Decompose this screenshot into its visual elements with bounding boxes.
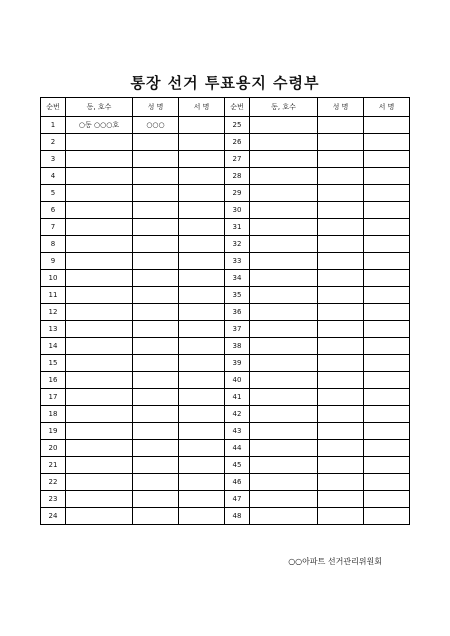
row-number-cell: 42 [225,406,250,423]
row-number-cell: 25 [225,117,250,134]
signature-cell [364,338,410,355]
unit-cell [250,168,318,185]
name-cell [133,304,179,321]
signature-cell [179,219,225,236]
signature-cell [364,168,410,185]
row-number-cell: 3 [41,151,66,168]
unit-cell [250,423,318,440]
row-number-cell: 2 [41,134,66,151]
unit-cell [250,151,318,168]
name-cell [318,270,364,287]
name-cell [133,355,179,372]
row-number-cell: 31 [225,219,250,236]
signature-cell [364,304,410,321]
name-cell [318,304,364,321]
signature-cell [179,168,225,185]
row-number-cell: 34 [225,270,250,287]
name-cell [318,423,364,440]
header-no: 순번 [225,98,250,117]
row-number-cell: 5 [41,185,66,202]
row-number-cell: 19 [41,423,66,440]
signature-cell [364,117,410,134]
unit-cell [250,508,318,525]
row-number-cell: 47 [225,491,250,508]
unit-cell [66,389,133,406]
table-row [41,185,410,202]
row-number-cell: 9 [41,253,66,270]
signature-cell [364,474,410,491]
signature-cell [364,457,410,474]
signature-cell [179,134,225,151]
table-header-row [41,98,410,117]
table-row [41,168,410,185]
header-name: 성 명 [133,98,179,117]
signature-cell [364,372,410,389]
name-cell [318,168,364,185]
unit-cell [66,355,133,372]
name-cell [133,440,179,457]
row-number-cell: 12 [41,304,66,321]
table-row [41,270,410,287]
unit-cell [66,202,133,219]
signature-cell [364,321,410,338]
signature-cell [179,508,225,525]
row-number-cell: 35 [225,287,250,304]
signature-cell [179,474,225,491]
signature-cell [179,321,225,338]
row-number-cell: 20 [41,440,66,457]
unit-cell [250,440,318,457]
header-signature: 서 명 [364,98,410,117]
unit-cell [250,338,318,355]
unit-cell [250,202,318,219]
unit-cell [250,134,318,151]
signature-cell [179,491,225,508]
name-cell [318,508,364,525]
row-number-cell: 40 [225,372,250,389]
signature-cell [179,304,225,321]
row-number-cell: 39 [225,355,250,372]
row-number-cell: 30 [225,202,250,219]
row-number-cell: 17 [41,389,66,406]
name-cell [318,389,364,406]
row-number-cell: 41 [225,389,250,406]
table-row [41,253,410,270]
row-number-cell: 7 [41,219,66,236]
signature-cell [179,185,225,202]
row-number-cell: 16 [41,372,66,389]
name-cell [318,440,364,457]
name-cell [318,338,364,355]
receipt-ledger-table [40,97,410,525]
signature-cell [364,491,410,508]
unit-cell [250,219,318,236]
header-signature: 서 명 [179,98,225,117]
table-row [41,423,410,440]
header-unit: 동, 호수 [66,98,133,117]
signature-cell [179,117,225,134]
name-cell [133,219,179,236]
unit-cell [250,270,318,287]
unit-cell [250,355,318,372]
unit-cell [66,423,133,440]
name-cell [318,287,364,304]
signature-cell [179,457,225,474]
name-cell [133,236,179,253]
row-number-cell: 36 [225,304,250,321]
name-cell [318,321,364,338]
unit-cell [66,372,133,389]
unit-cell [66,508,133,525]
name-cell [133,474,179,491]
signature-cell [364,389,410,406]
name-cell [133,185,179,202]
signature-cell [364,151,410,168]
name-cell [318,457,364,474]
signature-cell [364,219,410,236]
signature-cell [364,440,410,457]
unit-cell [66,406,133,423]
row-number-cell: 13 [41,321,66,338]
row-number-cell: 1 [41,117,66,134]
row-number-cell: 45 [225,457,250,474]
name-cell: ○○○ [133,117,179,134]
row-number-cell: 46 [225,474,250,491]
unit-cell [66,134,133,151]
name-cell [133,338,179,355]
row-number-cell: 37 [225,321,250,338]
table-row [41,440,410,457]
name-cell [318,185,364,202]
row-number-cell: 27 [225,151,250,168]
signature-cell [364,236,410,253]
signature-cell [179,406,225,423]
unit-cell [250,372,318,389]
row-number-cell: 8 [41,236,66,253]
table-row [41,338,410,355]
ledger-body [41,117,410,525]
header-no: 순번 [41,98,66,117]
row-number-cell: 29 [225,185,250,202]
name-cell [318,236,364,253]
signature-cell [179,287,225,304]
table-row [41,491,410,508]
name-cell [133,168,179,185]
name-cell [133,389,179,406]
signature-cell [179,423,225,440]
row-number-cell: 11 [41,287,66,304]
unit-cell [66,304,133,321]
name-cell [133,457,179,474]
signature-cell [364,423,410,440]
unit-cell [250,304,318,321]
name-cell [133,423,179,440]
signature-cell [364,202,410,219]
unit-cell [66,457,133,474]
signature-cell [364,185,410,202]
signature-cell [364,287,410,304]
table-row [41,321,410,338]
row-number-cell: 26 [225,134,250,151]
unit-cell [66,474,133,491]
unit-cell [66,185,133,202]
name-cell [133,321,179,338]
page-title: 통장 선거 투표용지 수령부 [130,74,320,92]
table-row [41,236,410,253]
header-name: 성 명 [318,98,364,117]
row-number-cell: 18 [41,406,66,423]
name-cell [133,372,179,389]
name-cell [133,508,179,525]
unit-cell [250,117,318,134]
table-row [41,287,410,304]
table-row [41,219,410,236]
unit-cell [250,491,318,508]
unit-cell [66,253,133,270]
name-cell [318,151,364,168]
row-number-cell: 10 [41,270,66,287]
signature-cell [364,355,410,372]
unit-cell [66,440,133,457]
name-cell [318,491,364,508]
row-number-cell: 32 [225,236,250,253]
name-cell [318,202,364,219]
name-cell [318,117,364,134]
table-row [41,202,410,219]
unit-cell [66,236,133,253]
row-number-cell: 33 [225,253,250,270]
table-row [41,474,410,491]
name-cell [318,253,364,270]
unit-cell [66,321,133,338]
signature-cell [179,151,225,168]
name-cell [133,134,179,151]
unit-cell [250,406,318,423]
signature-cell [364,508,410,525]
row-number-cell: 28 [225,168,250,185]
signature-cell [179,389,225,406]
signature-cell [179,440,225,457]
table-row [41,304,410,321]
table-row [41,457,410,474]
name-cell [133,253,179,270]
unit-cell [250,185,318,202]
row-number-cell: 22 [41,474,66,491]
name-cell [133,151,179,168]
signature-cell [364,134,410,151]
signature-cell [364,406,410,423]
unit-cell [250,287,318,304]
row-number-cell: 4 [41,168,66,185]
unit-cell: ○동 ○○○호 [66,117,133,134]
table-row [41,508,410,525]
name-cell [318,406,364,423]
unit-cell [66,270,133,287]
table-row [41,389,410,406]
signature-cell [179,202,225,219]
table-row [41,372,410,389]
unit-cell [250,389,318,406]
table-row [41,117,410,134]
unit-cell [66,168,133,185]
unit-cell [250,474,318,491]
name-cell [133,287,179,304]
row-number-cell: 14 [41,338,66,355]
row-number-cell: 43 [225,423,250,440]
name-cell [318,219,364,236]
unit-cell [250,321,318,338]
name-cell [133,406,179,423]
row-number-cell: 24 [41,508,66,525]
name-cell [133,202,179,219]
row-number-cell: 15 [41,355,66,372]
row-number-cell: 48 [225,508,250,525]
row-number-cell: 21 [41,457,66,474]
signature-cell [179,253,225,270]
table-row [41,406,410,423]
table-row [41,151,410,168]
row-number-cell: 6 [41,202,66,219]
row-number-cell: 38 [225,338,250,355]
unit-cell [66,287,133,304]
name-cell [318,134,364,151]
signature-cell [179,338,225,355]
name-cell [318,474,364,491]
unit-cell [250,253,318,270]
committee-footer: ○○아파트 선거관리위원회 [288,557,382,566]
signature-cell [364,253,410,270]
row-number-cell: 44 [225,440,250,457]
name-cell [133,491,179,508]
signature-cell [179,372,225,389]
row-number-cell: 23 [41,491,66,508]
signature-cell [179,236,225,253]
unit-cell [250,236,318,253]
unit-cell [66,338,133,355]
signature-cell [179,355,225,372]
unit-cell [250,457,318,474]
header-unit: 동, 호수 [250,98,318,117]
table-row [41,355,410,372]
signature-cell [179,270,225,287]
unit-cell [66,219,133,236]
name-cell [318,372,364,389]
table-row [41,134,410,151]
name-cell [133,270,179,287]
signature-cell [364,270,410,287]
unit-cell [66,491,133,508]
name-cell [318,355,364,372]
unit-cell [66,151,133,168]
